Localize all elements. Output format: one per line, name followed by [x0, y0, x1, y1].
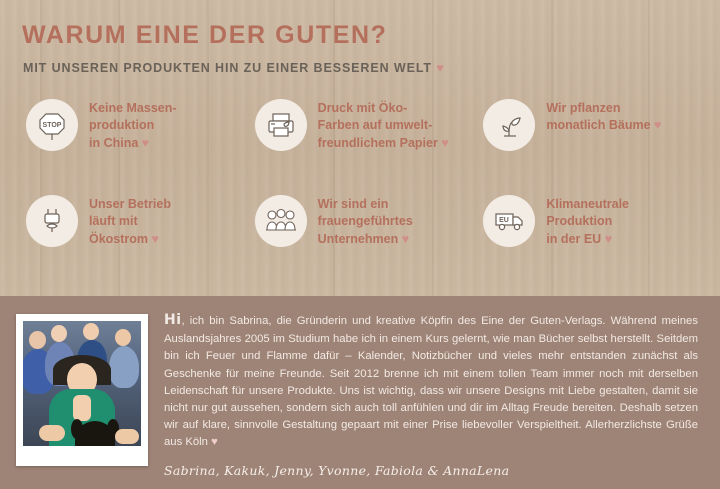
feature-line-3: Unternehmen — [317, 232, 399, 246]
photo-hand — [115, 429, 139, 444]
letter-greeting: Hi — [164, 312, 182, 328]
feature-line-2: frauengeführtes — [317, 214, 413, 229]
photo-person-body — [109, 346, 139, 388]
feature-line-1: Druck mit Öko- — [317, 100, 408, 115]
feature-label — [318, 97, 449, 153]
feature-item-eu-production — [477, 193, 700, 281]
letter-text — [164, 310, 698, 451]
letter-body-text: , ich bin Sabrina, die Gründerin und kreative Köpfin des Eine der Guten-Verlags. Während meines Auslandsjahres 2005 im Studium habe ich in einem Kurs gelernt, wie man Bücher selbst herstellt. Seitdem bin ich Feuer und Flamme dafür – Kalender, Notizbücher und vieles mehr entstanden zunächst als Geschenke für meine Freunde. Seit 2012 brenne ich mit einem tollen Team immer noch mit derselben Leidenschaft für unsere Produkte. Uns ist wichtig, dass wir unsere Designs mit Liebe gestalten, damit sie nicht nur gut aussehen, sondern sich auch toll anfühlen und dir im Alltag Freude bereiten. Deshalb setzen wir auf klare, sinnvolle Gestaltung gepaart mit einer Prise liebevoller Verspieltheit. Allerherzlichste Grüße aus Köln — [164, 315, 698, 449]
heart-icon: ♥ — [401, 232, 410, 246]
feature-item-women-led — [249, 193, 472, 281]
stop-sign-icon — [26, 99, 78, 151]
heart-icon: ♥ — [211, 436, 218, 449]
svg-text:EU: EU — [499, 216, 510, 224]
power-plug-flower-icon — [26, 195, 78, 247]
feature-line-2: Farben auf umwelt- — [317, 118, 433, 133]
feature-line-1: Keine Massen- — [89, 100, 177, 115]
photo-founder-neck — [73, 395, 91, 421]
photo-person-head — [115, 329, 131, 346]
feature-item-tree-planting — [477, 97, 700, 185]
feature-line-3: Ökostrom — [89, 232, 149, 246]
feature-label — [546, 193, 629, 249]
photo-dog-ear — [71, 419, 83, 439]
page-title: WARUM EINE DER GUTEN? — [22, 21, 388, 49]
feature-label — [89, 97, 177, 153]
photo-hand — [39, 425, 65, 441]
heart-icon: ♥ — [141, 136, 150, 150]
heart-icon: ♥ — [436, 60, 445, 75]
printer-icon — [255, 99, 307, 151]
feature-label — [546, 97, 661, 136]
feature-line-1: Wir sind ein — [317, 196, 389, 211]
feature-line-2: monatlich Bäume — [546, 118, 651, 133]
page-subtitle-text: MIT UNSEREN PRODUKTEN HIN ZU EINER BESSEREN WELT — [23, 60, 432, 75]
letter-content — [148, 310, 702, 477]
feature-line-2: produktion — [89, 118, 155, 133]
feature-line-1: Unser Betrieb — [89, 196, 171, 211]
feature-line-3: in der EU — [546, 232, 602, 246]
feature-item-no-mass-production — [20, 97, 243, 185]
photo-person-head — [51, 325, 67, 342]
benefits-grid — [20, 97, 700, 281]
feature-line-2: läuft mit — [89, 214, 138, 229]
photo-person-head — [83, 323, 99, 340]
eu-truck-icon — [483, 195, 535, 247]
feature-line-3: in China — [89, 136, 139, 150]
team-photo — [23, 321, 141, 446]
photo-person-head — [29, 331, 46, 349]
page-subtitle — [23, 61, 700, 75]
three-women-icon — [255, 195, 307, 247]
signature: Sabrina, Kakuk, Jenny, Yvonne, Fabiola & AnnaLena — [164, 463, 510, 479]
feature-item-green-electricity — [20, 193, 243, 281]
founder-letter-section — [0, 296, 720, 489]
feature-line-1: Wir pflanzen — [546, 100, 621, 115]
heart-icon: ♥ — [151, 232, 159, 246]
heart-icon: ♥ — [654, 118, 662, 133]
feature-label — [89, 193, 171, 249]
feature-line-1: Klimaneutrale — [546, 196, 629, 211]
heart-icon: ♥ — [441, 136, 449, 150]
polaroid-frame — [16, 314, 148, 466]
feature-label — [318, 193, 413, 249]
seedling-icon — [483, 99, 535, 151]
svg-text:STOP: STOP — [42, 121, 62, 129]
heart-icon: ♥ — [604, 232, 613, 246]
feature-item-eco-ink — [249, 97, 472, 185]
feature-line-2: Produktion — [546, 214, 613, 229]
feature-line-3: freundlichem Papier — [317, 136, 438, 150]
